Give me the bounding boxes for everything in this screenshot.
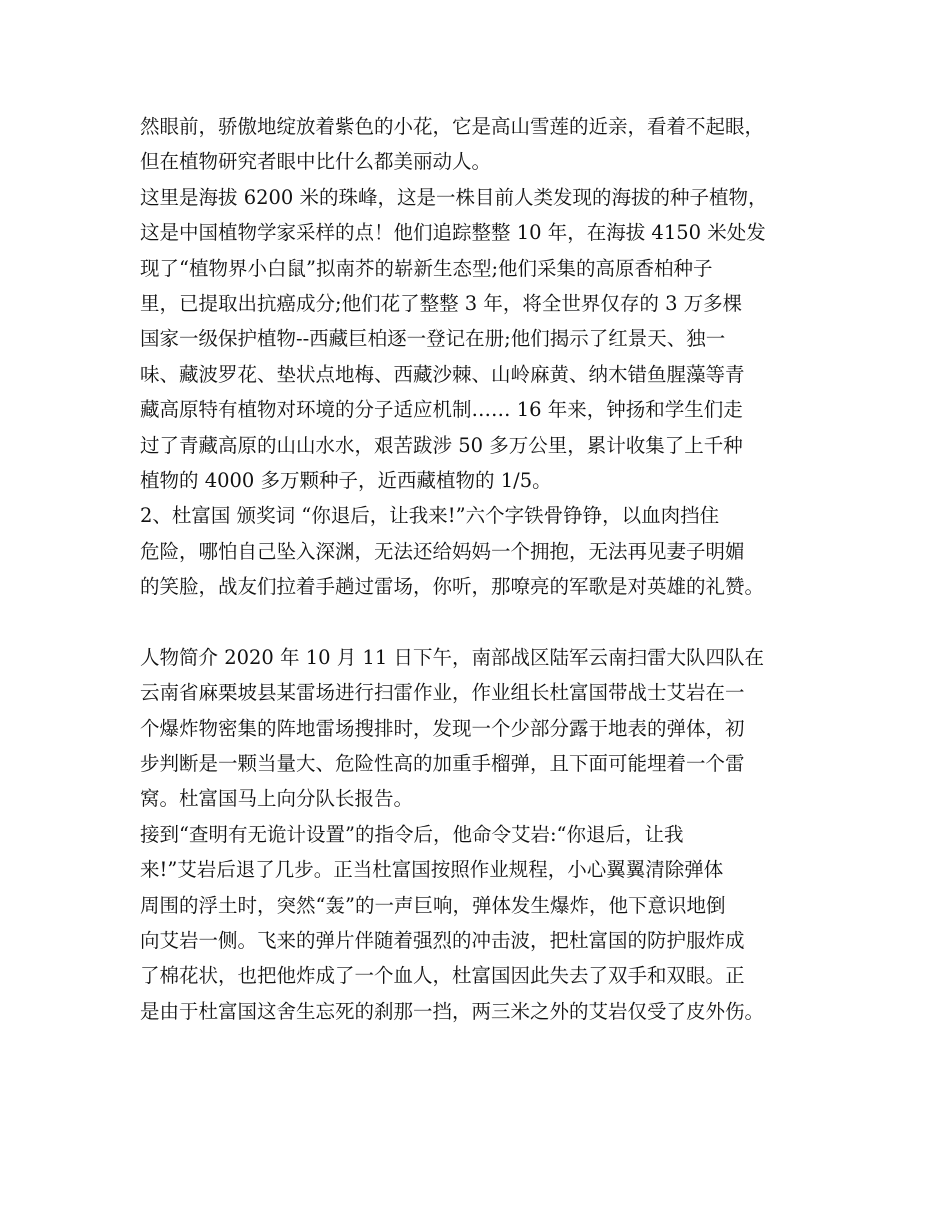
text-line: 国家一级保护植物--西藏巨柏逐一登记在册;他们揭示了红景天、独一 (140, 327, 726, 351)
text-line: 接到“查明有无诡计设置”的指令后，他命令艾岩:“你退后，让我 (140, 822, 684, 846)
text-line: 向艾岩一侧。飞来的弹片伴随着强烈的冲击波，把杜富国的防护服炸成 (140, 928, 745, 952)
text-line: 来!”艾岩后退了几步。正当杜富国按照作业规程，小心翼翼清除弹体 (140, 858, 724, 882)
text-line: 2、杜富国 颁奖词 “你退后，让我来!”六个字铁骨铮铮，以血肉挡住 (140, 504, 720, 528)
text-line: 窝。杜富国马上向分队长报告。 (140, 787, 414, 811)
text-line: 这是中国植物学家采样的点！他们追踪整整 10 年，在海拔 4150 米处发 (140, 221, 766, 245)
text-line: 是由于杜富国这舍生忘死的刹那一挡，两三米之外的艾岩仅受了皮外伤。 (140, 999, 765, 1023)
text-line: 植物的 4000 多万颗种子，近西藏植物的 1/5。 (140, 468, 552, 492)
text-line: 这里是海拔 6200 米的珠峰，这是一株目前人类发现的海拔的种子植物， (140, 185, 768, 209)
text-line: 然眼前，骄傲地绽放着紫色的小花，它是高山雪莲的近亲，看着不起眼， (140, 115, 765, 138)
text-line: 的笑脸，战友们拉着手趟过雷场，你听，那嘹亮的军歌是对英雄的礼赞。 (140, 575, 765, 599)
blank-line (140, 604, 840, 639)
text-line: 过了青藏高原的山山水水，艰苦跋涉 50 多万公里，累计收集了上千种 (140, 433, 743, 457)
text-line: 里，已提取出抗癌成分;他们花了整整 3 年，将全世界仅存的 3 万多棵 (140, 291, 743, 315)
text-line: 周围的浮土时，突然“轰”的一声巨响，弹体发生爆炸，他下意识地倒 (140, 893, 726, 917)
text-line: 云南省麻栗坡县某雷场进行扫雷作业，作业组长杜富国带战士艾岩在一 (140, 681, 745, 705)
document-body (140, 109, 840, 1029)
text-line: 但在植物研究者眼中比什么都美丽动人。 (140, 150, 492, 174)
text-line: 危险，哪怕自己坠入深渊，无法还给妈妈一个拥抱，无法再见妻子明媚 (140, 539, 745, 563)
text-line: 藏高原特有植物对环境的分子适应机制…… 16 年来，钟扬和学生们走 (140, 398, 743, 422)
text-line: 味、藏波罗花、垫状点地梅、西藏沙棘、山岭麻黄、纳木错鱼腥藻等青 (140, 362, 745, 386)
text-line: 人物简介 2020 年 10 月 11 日下午，南部战区陆军云南扫雷大队四队在 (140, 645, 764, 669)
text-line: 步判断是一颗当量大、危险性高的加重手榴弹，且下面可能埋着一个雷 (140, 752, 745, 776)
text-line: 个爆炸物密集的阵地雷场搜排时，发现一个少部分露于地表的弹体，初 (140, 716, 745, 740)
text-line: 了棉花状，也把他炸成了一个血人，杜富国因此失去了双手和双眼。正 (140, 964, 745, 988)
text-line: 现了“植物界小白鼠”拟南芥的崭新生态型;他们采集的高原香柏种子 (140, 256, 713, 280)
